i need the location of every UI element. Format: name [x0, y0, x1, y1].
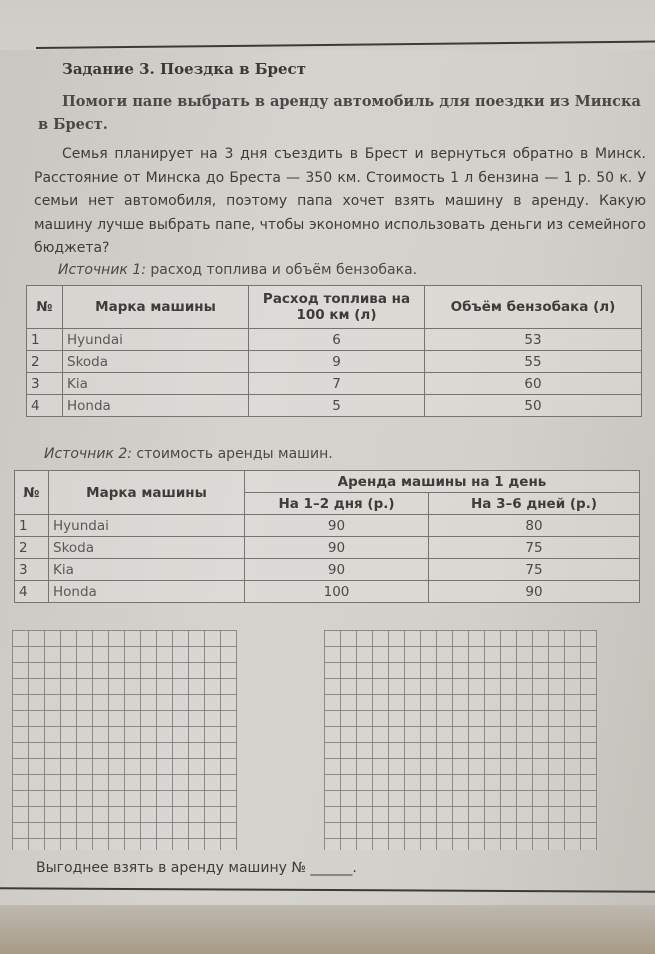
row-brand: Hyundai: [63, 329, 249, 351]
row-brand: Hyundai: [49, 515, 245, 537]
row-consumption: 6: [249, 329, 425, 351]
task-body: Семья планирует на 3 дня съездить в Брест и вернуться обратно в Минск. Расстояние от Минска до Бреста — 350 км. Стоимость 1 л бензина — 1 р. 50 к. У семьи нет автомобиля, поэтому папа хочет взять машину в аренду. Какую машину лучше выбрать папе, чтобы экономно использовать деньги из семейного бюджета?: [34, 146, 646, 256]
table-row: [27, 395, 642, 417]
table-row: [27, 373, 642, 395]
row-number: 3: [15, 559, 49, 581]
row-price-1-2: 90: [245, 515, 429, 537]
grid-workspace-left[interactable]: [12, 630, 237, 850]
page-bottom-edge: [0, 905, 655, 954]
source1-caption-text: расход топлива и объём бензобака.: [150, 262, 418, 278]
row-price-1-2: 90: [245, 537, 429, 559]
row-number: 3: [27, 373, 63, 395]
row-brand: Kia: [63, 373, 249, 395]
task-subtitle: Помоги папе выбрать в аренду автомобиль для поездки из Минска в Брест.: [38, 93, 641, 133]
source1-caption: [58, 262, 417, 278]
fuel-table: [26, 285, 642, 417]
row-number: 4: [27, 395, 63, 417]
header-1-2-days: На 1–2 дня (р.): [245, 493, 429, 515]
table-row: [15, 515, 640, 537]
row-consumption: 7: [249, 373, 425, 395]
row-number: 4: [15, 581, 49, 603]
row-brand: Skoda: [49, 537, 245, 559]
table-row: [15, 537, 640, 559]
grid-workspace-right[interactable]: [324, 630, 597, 850]
row-brand: Kia: [49, 559, 245, 581]
row-brand: Honda: [49, 581, 245, 603]
row-tank: 55: [425, 351, 642, 373]
header-tank: Объём бензобака (л): [425, 286, 642, 329]
row-tank: 53: [425, 329, 642, 351]
header-brand: Марка машины: [63, 286, 249, 329]
row-brand: Honda: [63, 395, 249, 417]
task-title: Задание 3. Поездка в Брест: [62, 60, 306, 78]
table-row: [27, 329, 642, 351]
row-price-3-6: 75: [429, 559, 640, 581]
row-brand: Skoda: [63, 351, 249, 373]
row-price-1-2: 90: [245, 559, 429, 581]
source2-caption-text: стоимость аренды машин.: [136, 446, 333, 462]
row-consumption: 9: [249, 351, 425, 373]
row-tank: 50: [425, 395, 642, 417]
table-header-row: [27, 286, 642, 329]
source1-label: Источник 1:: [58, 262, 146, 278]
header-number: №: [27, 286, 63, 329]
table-row: [15, 559, 640, 581]
header-brand: Марка машины: [49, 471, 245, 515]
row-number: 2: [27, 351, 63, 373]
row-number: 1: [27, 329, 63, 351]
header-consumption: Расход топлива на 100 км (л): [249, 286, 425, 329]
header-rental: Аренда машины на 1 день: [245, 471, 640, 493]
source2-label: Источник 2:: [44, 446, 132, 462]
answer-line[interactable]: Выгоднее взять в аренду машину № ______.: [36, 860, 357, 876]
row-price-1-2: 100: [245, 581, 429, 603]
row-price-3-6: 75: [429, 537, 640, 559]
table-header-row: [15, 471, 640, 493]
row-tank: 60: [425, 373, 642, 395]
source2-caption: [44, 446, 333, 462]
row-price-3-6: 90: [429, 581, 640, 603]
row-number: 2: [15, 537, 49, 559]
row-number: 1: [15, 515, 49, 537]
table-row: [27, 351, 642, 373]
header-3-6-days: На 3–6 дней (р.): [429, 493, 640, 515]
rental-table: [14, 470, 640, 603]
row-consumption: 5: [249, 395, 425, 417]
header-number: №: [15, 471, 49, 515]
row-price-3-6: 80: [429, 515, 640, 537]
table-row: [15, 581, 640, 603]
